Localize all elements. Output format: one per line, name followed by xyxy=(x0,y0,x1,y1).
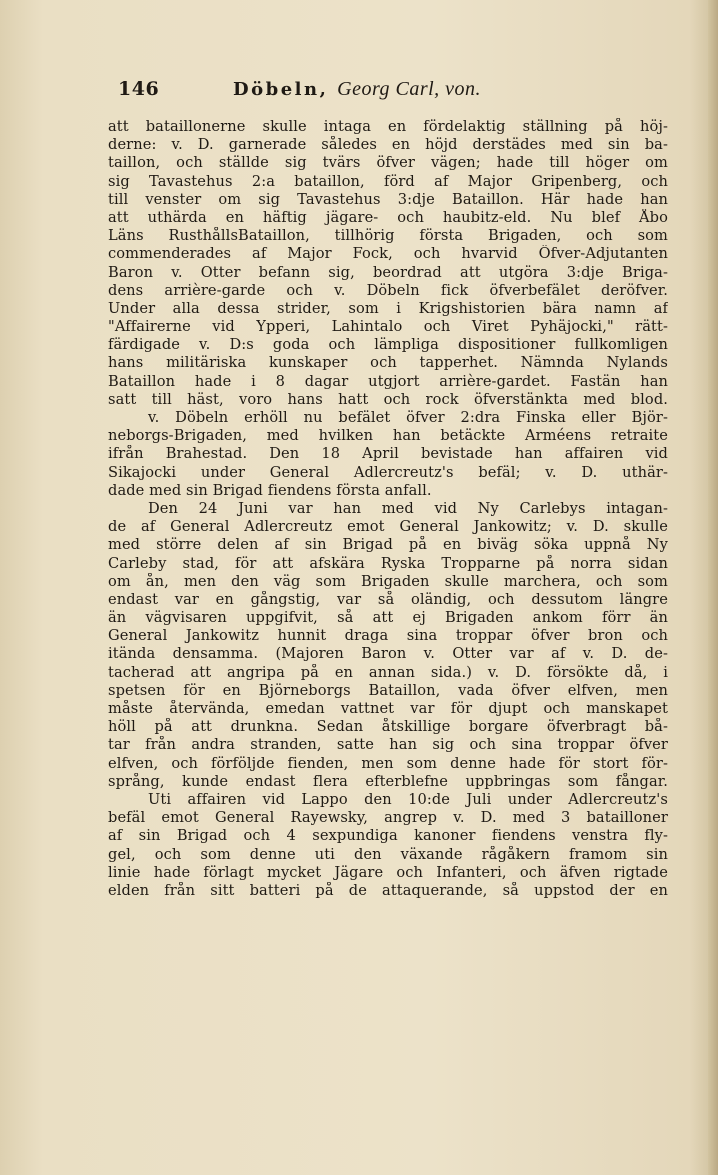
text-line: taillon, och ställde sig tvärs öfver vägen; hade till höger om xyxy=(108,154,668,172)
text-line: med större delen af sin Brigad på en biväg söka uppnå Ny xyxy=(108,536,668,554)
text-line: endast var en gångstig, var så oländig, och dessutom längre xyxy=(108,590,668,608)
text-line: linie hade förlagt mycket Jägare och Infanteri, och äfven rigtade xyxy=(108,863,668,881)
text-line: att uthärda en häftig jägare- och haubitz-eld. Nu blef Åbo xyxy=(108,208,668,226)
text-line: än vägvisaren uppgifvit, så att ej Brigaden ankom förr än xyxy=(108,609,668,627)
text-line: commenderades af Major Fock, och hvarvid Öfver-Adjutanten xyxy=(108,245,668,263)
text-line: språng, kunde endast flera efterblefne uppbringas som fångar. xyxy=(108,772,668,790)
body-text xyxy=(108,118,668,900)
text-line: satt till häst, voro hans hatt och rock öfverstänkta med blod. xyxy=(108,390,668,408)
text-line: befäl emot General Rayewsky, angrep v. D. med 3 batailloner xyxy=(108,809,668,827)
page-edge xyxy=(708,0,718,1175)
page-number: 146 xyxy=(118,78,160,100)
text-line: Baron v. Otter befann sig, beordrad att utgöra 3:dje Briga- xyxy=(108,263,668,281)
text-line: till venster om sig Tavastehus 3:dje Bataillon. Här hade han xyxy=(108,190,668,208)
running-head-surname: Döbeln, xyxy=(233,79,329,100)
text-line: tacherad att angripa på en annan sida.) v. D. försökte då, i xyxy=(108,663,668,681)
text-line: v. Döbeln erhöll nu befälet öfver 2:dra Finska eller Björ- xyxy=(148,409,668,426)
text-line: General Jankowitz hunnit draga sina troppar öfver bron och xyxy=(108,627,668,645)
text-line: tar från andra stranden, satte han sig och sina troppar öfver xyxy=(108,736,668,754)
text-line: Uti affairen vid Lappo den 10:de Juli under Adlercreutz's xyxy=(148,790,668,808)
text-line: spetsen för en Björneborgs Bataillon, vada öfver elfven, men xyxy=(108,681,668,699)
text-line: Bataillon hade i 8 dagar utgjort arrière-gardet. Fastän han xyxy=(108,372,668,390)
text-line: Carleby stad, för att afskära Ryska Tropparne på norra sidan xyxy=(108,554,668,572)
text-line: de af General Adlercreutz emot General Jankowitz; v. D. skulle xyxy=(108,518,668,536)
text-line: ifrån Brahestad. Den 18 April bevistade han affairen vid xyxy=(108,445,668,463)
page-header xyxy=(118,78,678,106)
text-line: Sikajocki under General Adlercreutz's befäl; v. D. uthär- xyxy=(108,463,668,481)
text-line: itända densamma. (Majoren Baron v. Otter var af v. D. de- xyxy=(108,645,668,663)
running-head-given-names: Georg Carl, von. xyxy=(337,78,482,100)
text-line: Läns RusthållsBataillon, tillhörig första Brigaden, och som xyxy=(108,227,668,245)
text-line: neborgs-Brigaden, med hvilken han betäckte Arméens retraite xyxy=(108,427,668,445)
text-line: hans militäriska kunskaper och tapperhet. Nämnda Nylands xyxy=(108,354,668,372)
text-line: elfven, och förföljde fienden, men som denne hade för stort för- xyxy=(108,754,668,772)
text-line: färdigade v. D:s goda och lämpliga dispositioner fullkomligen xyxy=(108,336,668,354)
text-line: att bataillonerne skulle intaga en fördelaktig ställning på höj- xyxy=(108,118,668,135)
text-line: dens arrière-garde och v. Döbeln fick öfverbefälet deröfver. xyxy=(108,281,668,299)
text-line: sig Tavastehus 2:a bataillon, förd af Major Gripenberg, och xyxy=(108,172,668,190)
running-head xyxy=(233,78,481,101)
text-line: Den 24 Juni var han med vid Ny Carlebys intagan- xyxy=(148,499,668,517)
text-line: Under alla dessa strider, som i Krigshistorien bära namn af xyxy=(108,299,668,317)
text-line: dade med sin Brigad fiendens första anfall. xyxy=(108,481,432,499)
text-line: höll på att drunkna. Sedan åtskillige borgare öfverbragt bå- xyxy=(108,718,668,736)
text-line: "Affairerne vid Ypperi, Lahintalo och Viret Pyhäjocki," rätt- xyxy=(108,318,668,336)
text-line: elden från sitt batteri på de attaquerande, så uppstod der en xyxy=(108,881,668,899)
text-line: derne: v. D. garnerade således en höjd derstädes med sin ba- xyxy=(108,136,668,154)
text-line: om ån, men den väg som Brigaden skulle marchera, och som xyxy=(108,572,668,590)
text-line: måste återvända, emedan vattnet var för djupt och manskapet xyxy=(108,700,668,717)
text-line: gel, och som denne uti den växande rågåkern framom sin xyxy=(108,845,668,863)
text-line: af sin Brigad och 4 sexpundiga kanoner fiendens venstra fly- xyxy=(108,827,668,845)
